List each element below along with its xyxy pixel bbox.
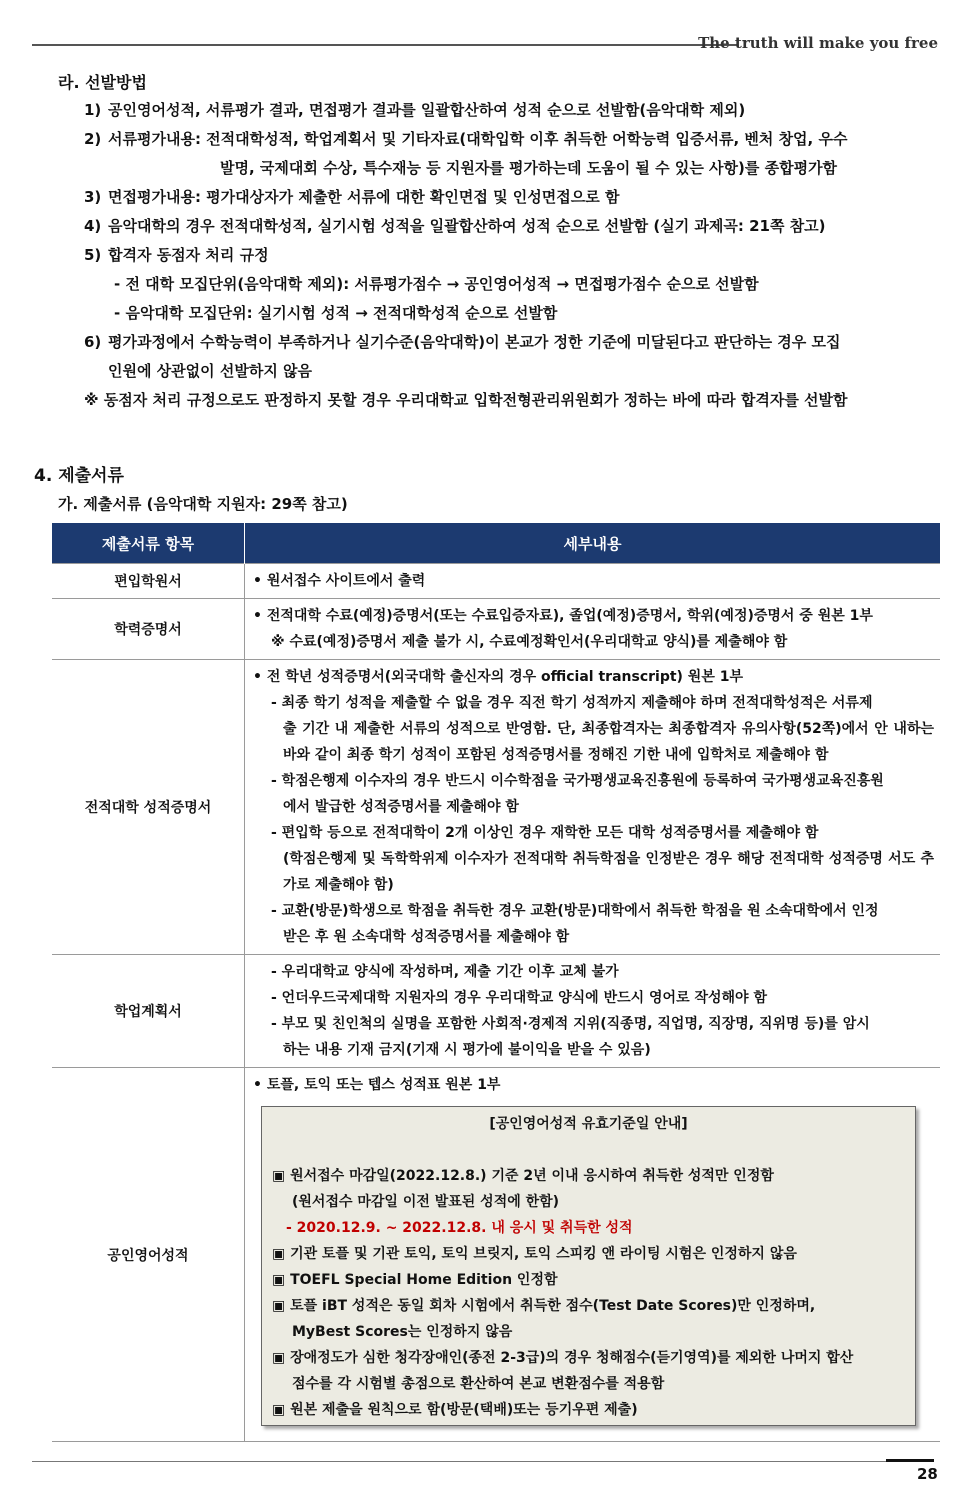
notice-item: ▣ 기관 토플 및 기관 토익, 토익 브릿지, 토익 스피킹 앤 라이팅 시험은 인정하지 않음 xyxy=(272,1246,797,1262)
notice-item: ▣ TOEFL Special Home Edition 인정함 xyxy=(272,1272,558,1288)
notice-item: ▣ 원서접수 마감일(2022.12.8.) 기준 2년 이내 응시하여 취득한 성적만 인정함 xyxy=(272,1168,774,1184)
item-number: 2) xyxy=(84,130,102,148)
table-row xyxy=(52,955,940,1068)
row-label: 전적대학 성적증명서 xyxy=(52,660,245,955)
dash-line: - 교환(방문)학생으로 학점을 취득한 경우 교환(방문)대학에서 취득한 학점을 원 소속대학에서 인정 xyxy=(271,903,879,919)
header-cell-item: 제출서류 항목 xyxy=(52,523,245,564)
selection-item-2 xyxy=(58,125,948,183)
selection-item-3 xyxy=(58,183,948,212)
table-row xyxy=(52,660,940,955)
note-line: ※ 수료(예정)증명서 제출 불가 시, 수료예정확인서(우리대학교 양식)를 제출해야 함 xyxy=(271,634,788,650)
notice-item-continued: (원서접수 마감일 이전 발표된 성적에 한함) xyxy=(292,1194,560,1210)
row-content xyxy=(245,599,941,660)
dash-line: - 편입학 등으로 전적대학이 2개 이상인 경우 재학한 모든 대학 성적증명서를 제출해야 함 xyxy=(271,825,819,841)
header-rule xyxy=(32,44,738,46)
selection-item-4 xyxy=(58,212,948,241)
table-header-row xyxy=(52,523,940,564)
notice-item: ▣ 원본 제출을 원칙으로 함(방문(택배)또는 등기우편 제출) xyxy=(272,1402,638,1418)
item-number: 5) xyxy=(84,246,102,264)
row-label: 편입학원서 xyxy=(52,564,245,599)
table-row xyxy=(52,564,940,599)
header-motto: The truth will make you free xyxy=(698,34,938,52)
notice-title: [공인영어성적 유효기준일 안내] xyxy=(489,1116,688,1132)
selection-note: ※ 동점자 처리 규정으로도 판정하지 못할 경우 우리대학교 입학전형관리위원회가 정하는 바에 따라 합격자를 선발함 xyxy=(84,391,848,409)
english-score-notice-box xyxy=(261,1106,916,1426)
header-cell-detail: 세부내용 xyxy=(245,523,941,564)
item-text: 서류평가내용: 전적대학성적, 학업계획서 및 기타자료(대학입학 이후 취득한 어학능력 입증서류, 벤처 창업, 우수 xyxy=(108,130,848,148)
tie-rule-1: - 전 대학 모집단위(음악대학 제외): 서류평가점수 → 공인영어성적 → 면접평가점수 순으로 선발함 xyxy=(114,275,759,293)
selection-items xyxy=(58,96,948,415)
row-content xyxy=(245,564,941,599)
row-label: 공인영어성적 xyxy=(52,1068,245,1442)
notice-item-continued: MyBest Scores는 인정하지 않음 xyxy=(292,1324,513,1340)
page-number: 28 xyxy=(917,1465,938,1483)
bullet-line: • 원서접수 사이트에서 출력 xyxy=(253,573,426,589)
item-number: 6) xyxy=(84,333,102,351)
documents-table xyxy=(52,523,940,1442)
item-text-continued: 인원에 상관없이 선발하지 않음 xyxy=(108,362,313,380)
table-row xyxy=(52,599,940,660)
notice-highlight: - 2020.12.9. ~ 2022.12.8. 내 응시 및 취득한 성적 xyxy=(286,1220,633,1236)
selection-heading: 라. 선발방법 xyxy=(58,73,147,92)
row-label: 학력증명서 xyxy=(52,599,245,660)
bullet-line: • 전 학년 성적증명서(외국대학 출신자의 경우 official transcript) 원본 1부 xyxy=(253,669,743,685)
table-row xyxy=(52,1068,940,1442)
selection-item-1 xyxy=(58,96,948,125)
bullet-line: • 토플, 토익 또는 텝스 성적표 원본 1부 xyxy=(253,1077,501,1093)
footer-rule xyxy=(32,1461,934,1462)
item-text: 평가과정에서 수학능력이 부족하거나 실기수준(음악대학)이 본교가 정한 기준에 미달된다고 판단하는 경우 모집 xyxy=(108,333,841,351)
notice-item-continued: 점수를 각 시험별 총점으로 환산하여 본교 변환점수를 적용함 xyxy=(292,1376,665,1392)
item-text: 합격자 동점자 처리 규정 xyxy=(108,246,269,264)
selection-item-6 xyxy=(58,328,948,386)
dash-line: - 부모 및 친인척의 실명을 포함한 사회적·경제적 지위(직종명, 직업명, 직장명, 직위명 등)를 암시 xyxy=(271,1016,870,1032)
dash-line-continued: (학점은행제 및 독학학위제 이수자가 전적대학 취득학점을 인정받은 경우 해당 전적대학 성적증명 서도 추가로 제출해야 함) xyxy=(283,851,934,893)
dash-line-continued: 받은 후 원 소속대학 성적증명서를 제출해야 함 xyxy=(283,929,570,945)
item-text: 면접평가내용: 평가대상자가 제출한 서류에 대한 확인면접 및 인성면접으로 함 xyxy=(108,188,620,206)
page-number-bar xyxy=(886,1459,934,1462)
bullet-line: • 전적대학 수료(예정)증명서(또는 수료입증자료), 졸업(예정)증명서, 학위(예정)증명서 중 원본 1부 xyxy=(253,608,873,624)
section-subtitle: 가. 제출서류 (음악대학 지원자: 29쪽 참고) xyxy=(58,495,348,513)
item-number: 3) xyxy=(84,188,102,206)
dash-line-continued: 출 기간 내 제출한 서류의 성적으로 반영함. 단, 최종합격자는 최종합격자 유의사항(52쪽)에서 안 내하는 바와 같이 최종 학기 성적이 포함된 성적증명서를 정해진 기한 내에 입학처로 제출해야 함 xyxy=(283,721,934,763)
dash-line: - 우리대학교 양식에 작성하며, 제출 기간 이후 교체 불가 xyxy=(271,964,619,980)
section-title: 4. 제출서류 xyxy=(34,466,124,486)
item-number: 4) xyxy=(84,217,102,235)
dash-line-continued: 에서 발급한 성적증명서를 제출해야 함 xyxy=(283,799,519,815)
dash-line-continued: 하는 내용 기재 금지(기재 시 평가에 불이익을 받을 수 있음) xyxy=(283,1042,651,1058)
row-content xyxy=(245,660,941,955)
item-number: 1) xyxy=(84,101,102,119)
row-content xyxy=(245,955,941,1068)
item-text-continued: 발명, 국제대회 수상, 특수재능 등 지원자를 평가하는데 도움이 될 수 있는 사항)를 종합평가함 xyxy=(220,159,838,177)
item-text: 공인영어성적, 서류평가 결과, 면접평가 결과를 일괄합산하여 성적 순으로 선발함(음악대학 제외) xyxy=(108,101,746,119)
selection-item-5 xyxy=(58,241,948,270)
dash-line: - 학점은행제 이수자의 경우 반드시 이수학점을 국가평생교육진흥원에 등록하여 국가평생교육진흥원 xyxy=(271,773,884,789)
item-text: 음악대학의 경우 전적대학성적, 실기시험 성적을 일괄합산하여 성적 순으로 선발함 (실기 과제곡: 21쪽 참고) xyxy=(108,217,826,235)
tie-rule-2: - 음악대학 모집단위: 실기시험 성적 → 전적대학성적 순으로 선발함 xyxy=(114,304,558,322)
dash-line: - 언더우드국제대학 지원자의 경우 우리대학교 양식에 반드시 영어로 작성해야 함 xyxy=(271,990,767,1006)
notice-item: ▣ 토플 iBT 성적은 동일 회차 시험에서 취득한 점수(Test Date Scores)만 인정하며, xyxy=(272,1298,816,1314)
row-content xyxy=(245,1068,941,1442)
row-label: 학업계획서 xyxy=(52,955,245,1068)
dash-line: - 최종 학기 성적을 제출할 수 없을 경우 직전 학기 성적까지 제출해야 하며 전적대학성적은 서류제 xyxy=(271,695,873,711)
notice-item: ▣ 장애정도가 심한 청각장애인(종전 2-3급)의 경우 청해점수(듣기영역)를 제외한 나머지 합산 xyxy=(272,1350,854,1366)
